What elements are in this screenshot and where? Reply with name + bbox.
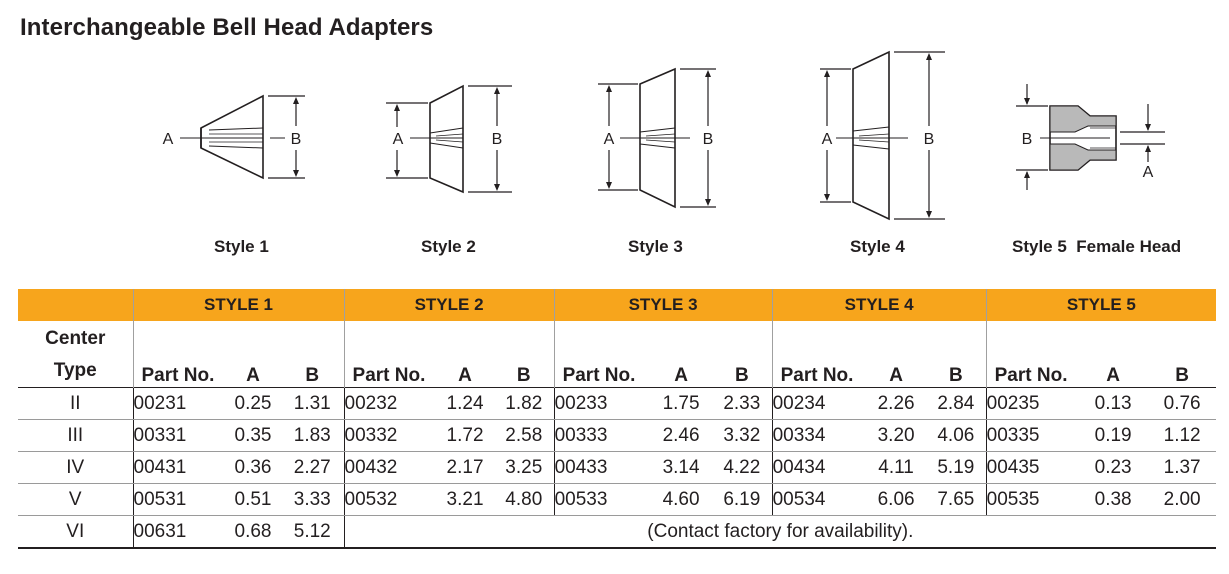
a-cell: 1.24	[436, 388, 494, 420]
style-2-caption: Style 2	[421, 237, 476, 256]
a-cell: 4.11	[866, 452, 926, 484]
style-5-part-header: Part No.	[986, 321, 1078, 388]
b-cell: 4.80	[494, 484, 554, 516]
style-2-part-header: Part No.	[344, 321, 436, 388]
b-cell: 2.58	[494, 420, 554, 452]
style-5-label-b: B	[1021, 131, 1033, 148]
b-cell: 1.12	[1148, 420, 1216, 452]
center-type-header	[18, 321, 133, 388]
style-1-caption: Style 1	[214, 237, 269, 256]
b-cell: 6.19	[712, 484, 772, 516]
style-5-a-header: A	[1106, 365, 1120, 386]
part-no-cell: 00434	[772, 452, 866, 484]
b-cell: 1.82	[494, 388, 554, 420]
b-cell: 1.83	[281, 420, 344, 452]
b-cell: 4.06	[926, 420, 986, 452]
a-cell: 0.38	[1078, 484, 1148, 516]
b-cell: 4.22	[712, 452, 772, 484]
style-3-label-a: A	[603, 131, 615, 148]
a-cell: 0.13	[1078, 388, 1148, 420]
column-header-row	[18, 321, 1216, 388]
part-no-cell: 00432	[344, 452, 436, 484]
b-cell: 1.31	[281, 388, 344, 420]
b-cell: 3.25	[494, 452, 554, 484]
center-type-cell: II	[18, 388, 133, 420]
b-cell: 1.37	[1148, 452, 1216, 484]
part-no-cell: 00332	[344, 420, 436, 452]
style-2-a-header: A	[458, 365, 472, 386]
b-cell: 5.19	[926, 452, 986, 484]
style-diagrams	[0, 40, 1229, 230]
style-1-a-header: A	[246, 365, 260, 386]
a-cell: 2.46	[650, 420, 712, 452]
a-cell: 2.26	[866, 388, 926, 420]
part-no-cell: 00431	[133, 452, 225, 484]
availability-note: (Contact factory for availability).	[344, 516, 1216, 549]
style-3-part-header: Part No.	[554, 321, 650, 388]
a-cell: 0.36	[225, 452, 281, 484]
style-4-label-b: B	[923, 131, 935, 148]
style-1-b-header: B	[305, 365, 320, 386]
style-2-label-a: A	[392, 131, 404, 148]
a-cell: 2.17	[436, 452, 494, 484]
part-no-cell: 00334	[772, 420, 866, 452]
a-cell: 4.60	[650, 484, 712, 516]
b-cell: 2.00	[1148, 484, 1216, 516]
part-no-cell: 00535	[986, 484, 1078, 516]
style-4-part-header: Part No.	[772, 321, 866, 388]
style-3-header: STYLE 3	[554, 289, 772, 321]
center-type-cell: V	[18, 484, 133, 516]
center-type-cell: III	[18, 420, 133, 452]
a-cell: 3.14	[650, 452, 712, 484]
style-1-header: STYLE 1	[133, 289, 344, 321]
style-4-caption: Style 4	[850, 237, 905, 256]
style-4-header: STYLE 4	[772, 289, 986, 321]
a-cell: 0.19	[1078, 420, 1148, 452]
part-no-cell: 00333	[554, 420, 650, 452]
style-3-caption: Style 3	[628, 237, 683, 256]
style-2-header: STYLE 2	[344, 289, 554, 321]
a-cell: 3.21	[436, 484, 494, 516]
style-4-a-header: A	[889, 365, 903, 386]
style-4-label-a: A	[821, 131, 833, 148]
part-no-cell: 00631	[133, 516, 225, 549]
adapter-table	[18, 289, 1216, 549]
style-2-label-b: B	[491, 131, 503, 148]
style-2-b-header: B	[516, 365, 531, 386]
part-no-cell: 00235	[986, 388, 1078, 420]
table-body	[18, 388, 1216, 549]
part-no-cell: 00231	[133, 388, 225, 420]
blank-header	[18, 289, 133, 321]
part-no-cell: 00335	[986, 420, 1078, 452]
a-cell: 0.23	[1078, 452, 1148, 484]
style-4-b-header: B	[948, 365, 963, 386]
a-cell: 0.68	[225, 516, 281, 549]
center-type-cell: IV	[18, 452, 133, 484]
style-1-label-b: B	[290, 131, 302, 148]
style-5-caption: Style 5 Female Head	[1012, 237, 1182, 256]
b-cell: 0.76	[1148, 388, 1216, 420]
page-title: Interchangeable Bell Head Adapters	[20, 14, 434, 41]
b-cell: 2.84	[926, 388, 986, 420]
center-type-cell: VI	[18, 516, 133, 549]
b-cell: 2.27	[281, 452, 344, 484]
b-cell: 3.32	[712, 420, 772, 452]
table-row	[18, 516, 1216, 549]
style-1-part-header: Part No.	[133, 321, 225, 388]
table-row	[18, 484, 1216, 516]
style-5-b-header: B	[1175, 365, 1189, 386]
part-no-cell: 00331	[133, 420, 225, 452]
b-cell: 5.12	[281, 516, 344, 549]
style-3-b-header: B	[734, 365, 749, 386]
table-row	[18, 420, 1216, 452]
a-cell: 0.51	[225, 484, 281, 516]
part-no-cell: 00435	[986, 452, 1078, 484]
part-no-cell: 00234	[772, 388, 866, 420]
style-1-diagram	[180, 96, 305, 178]
style-3-diagram	[598, 69, 716, 207]
table-row	[18, 388, 1216, 420]
part-no-cell: 00533	[554, 484, 650, 516]
a-cell: 3.20	[866, 420, 926, 452]
part-no-cell: 00532	[344, 484, 436, 516]
style-header-row	[18, 289, 1216, 321]
type-label: Type	[53, 360, 97, 381]
b-cell: 7.65	[926, 484, 986, 516]
style-1-label-a: A	[162, 131, 174, 148]
style-3-label-b: B	[702, 131, 714, 148]
a-cell: 1.75	[650, 388, 712, 420]
b-cell: 2.33	[712, 388, 772, 420]
style-5-label-a: A	[1142, 164, 1154, 181]
a-cell: 6.06	[866, 484, 926, 516]
a-cell: 0.35	[225, 420, 281, 452]
part-no-cell: 00233	[554, 388, 650, 420]
style-5-header: STYLE 5	[986, 289, 1216, 321]
part-no-cell: 00433	[554, 452, 650, 484]
a-cell: 0.25	[225, 388, 281, 420]
a-cell: 1.72	[436, 420, 494, 452]
style-3-a-header: A	[674, 365, 688, 386]
b-cell: 3.33	[281, 484, 344, 516]
part-no-cell: 00534	[772, 484, 866, 516]
part-no-cell: 00232	[344, 388, 436, 420]
center-label: Center	[45, 328, 106, 349]
part-no-cell: 00531	[133, 484, 225, 516]
table-row	[18, 452, 1216, 484]
